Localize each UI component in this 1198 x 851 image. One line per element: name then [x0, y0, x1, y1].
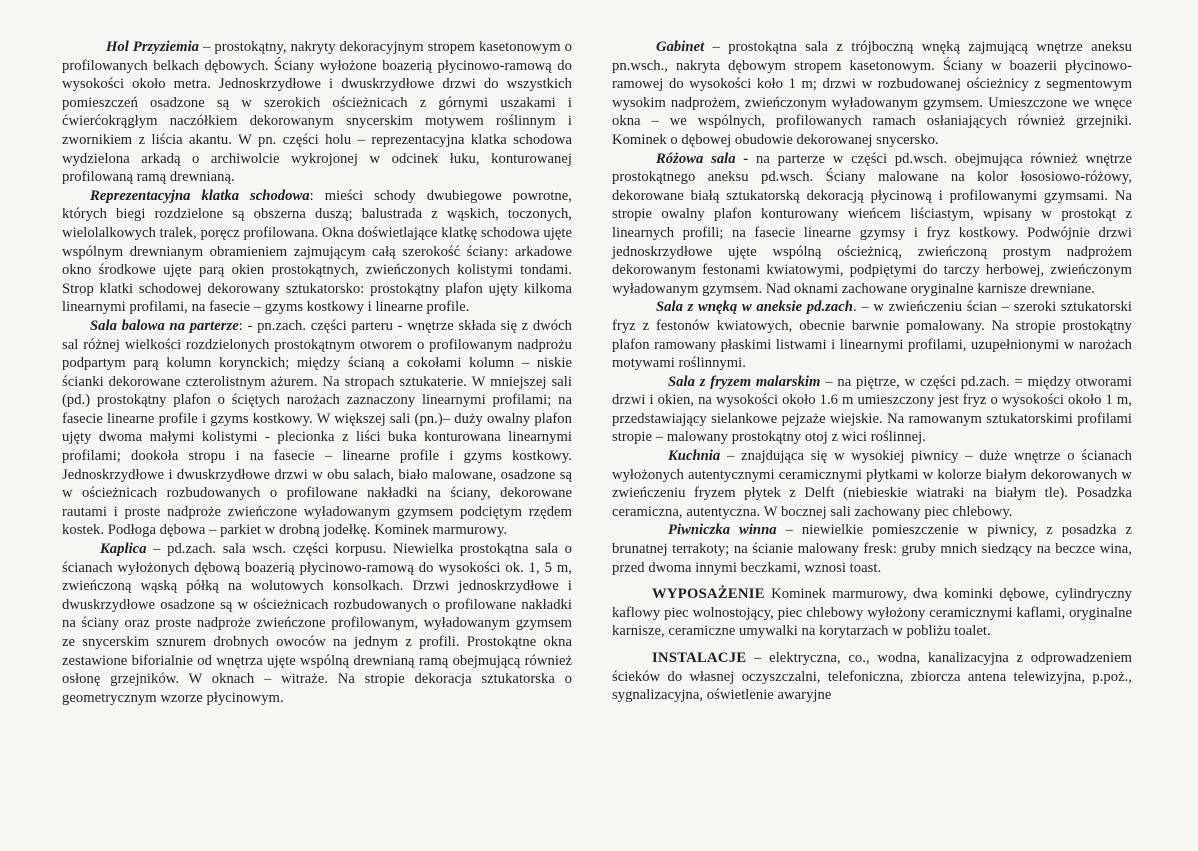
heading-sala-fryz: Sala z fryzem malarskim — [668, 373, 821, 390]
paragraph-kuchnia — [612, 447, 1132, 521]
heading-kaplica: Kaplica — [100, 541, 147, 558]
paragraph-sala-fryz — [612, 373, 1132, 447]
heading-wyposazenie: WYPOSAŻENIE — [652, 586, 765, 603]
paragraph-wyposazenie — [612, 585, 1132, 641]
heading-instalacje: INSTALACJE — [652, 650, 747, 666]
paragraph-gabinet — [612, 38, 1132, 150]
text-sala-fryz: – na piętrze, w części pd.zach. = między otworami drzwi i okien, na wysokości około 1.6 m umieszczony jest fryz o wysokości około 1 m, przedstawiający sielankowe pejzaże wiejskie. Na ramowanym sztukatorskimi profilami stropie – malowany prostokątny otoj z wici roślinnej. — [612, 373, 1132, 446]
heading-piwniczka: Piwniczka winna — [668, 522, 777, 539]
text-gabinet: – prostokątna sala z trójboczną wnęką zajmującą wnętrze aneksu pn.wsch., nakryta dębowym stropem kasetonowym. Ściany w boazerii płycinowo-ramowej do wysokości koło 1 m; drzwi w rozbudowanej ościeżnicy z segmentowym wysokim nadprożem, zwieńczonym wyładowanym gzymsem. Umieszczone we wnęce okna – we wspólnych, profilowanych ramach osłaniających również grzejniki. Kominek o dębowej obudowie dekorowanej snycersko. — [612, 39, 1132, 148]
text-instalacje: – elektryczna, co., wodna, kanalizacyjna z odprowadzeniem ścieków do własnej oczyszczalni, telefoniczna, zbiorcza antena telewizyjna, p.poż., sygnalizacyjna, oświetlenie awaryjne — [612, 650, 1132, 704]
text-sala-balowa: : - pn.zach. części parteru - wnętrze składa się z dwóch sal różnej wielkości rozdzielonych prostokątnym otworem o profilowanym nadprożu podpartym parą kolumn korynckich; między ścianą a cokołami kolumn – niskie ścianki dekorowane czterolistnym ażurem. Na stropach sztukaterie. W mniejszej sali (pd.) prostokątny plafon o ściętych narożach zaznaczony linearnymi profilami; na fasecie linearne profile i gzyms kostkowy. W większej sali (pn.)– duży owalny plafon ujęty dwoma małymi kolistymi - plecionka z liści buka konturowana linearnymi profilami; dookoła stropu i na fasecie – linearne profile i gzyms kostkowy. Jednoskrzydłowe i dwuskrzydłowe drzwi w obu salach, biało malowane, osadzone są w ościeżnicach rozbudowanych o profilowane nakładki na ściany, dekorowane rautami i proste nadproże zwieńczone wyładowanym gzymsem podciętym rzędem kostek. Podłoga dębowa – parkiet w drobną jodełkę. Kominek marmurowy. — [62, 317, 572, 539]
right-column — [612, 38, 1132, 705]
paragraph-piwniczka — [612, 521, 1132, 577]
text-kaplica: – pd.zach. sala wsch. części korpusu. Niewielka prostokątna sala o ścianach wyłożonych dębową boazerią płycinowo-ramową do wysokości ok. 1, 5 m, zwieńczoną wąską półką na wolutowych konsolkach. Drzwi jednoskrzydłowe i dwuskrzydłowe osadzone są w ościeżnicach rozbudowanych o profilowane nakładki na ściany oraz proste nadproże zwieńczone profilowanym, wyładowanym gzymsem ze snycerskim sznurem drobnych owoców na jednym z profili. Prostokątne okna zestawione biforialnie od wnętrza ujęte wspólną drewnianą ramą obejmującą również osłonę grzejników. W oknach – witraże. Na stropie dekoracja sztukatorska o geometrycznym wzorze płycinowym. — [62, 541, 572, 706]
text-klatka-schodowa: : mieści schody dwubiegowe powrotne, których biegi rozdzielone są obszerna duszą; balustrada z wąskich, toczonych, wielolalkowych tralek, poręcz profilowana. Okna doświetlające klatkę schodowa ujęte wspólnym drewnianym obramieniem zajmującym całą szerokość ściany: arkadowe okno środkowe ujęte parą okien prostokątnych, zwieńczonych kolistymi tondami. Strop klatki schodowej dekorowany sztukatorsko: prostokątny plafon ujęty kilkoma linearnymi profilami, na fasecie – gzyms kostkowy i linearne profile. — [62, 187, 572, 316]
text-sala-wneka: . – w zwieńczeniu ścian – szeroki sztukatorski fryz z festonów kwiatowych, obecnie barwnie pomalowany. Na stropie prostokątny plafon ramowany płaskimi listwami i linearnymi profilami, uzupełnionymi w narożach motywami roślinnymi. — [612, 299, 1132, 372]
paragraph-klatka-schodowa — [62, 187, 572, 317]
paragraph-rozowa-sala — [612, 150, 1132, 299]
heading-sala-wneka: Sala z wnęką w aneksie pd.zach — [656, 299, 853, 316]
text-wyposazenie: Kominek marmurowy, dwa kominki dębowe, cylindryczny kaflowy piec wolnostojący, piec chlebowy wyłożony ceramicznymi kaflami, oryginalne karnisze, ceramiczne umywalki na korytarzach w pobliżu toalet. — [612, 586, 1132, 640]
paragraph-instalacje — [612, 649, 1132, 705]
heading-hol-przyziemia: Hol Przyziemia — [106, 39, 200, 55]
paragraph-sala-wneka — [612, 298, 1132, 372]
left-column — [62, 38, 572, 707]
paragraph-sala-balowa — [62, 317, 572, 540]
text-piwniczka: – niewielkie pomieszczenie w piwnicy, z posadzka z brunatnej terrakoty; na ścianie malowany fresk: gruby mnich siedzący na beczce wina, przed dwoma innymi beczkami, wznosi toast. — [612, 522, 1132, 576]
text-kuchnia: – znajdująca się w wysokiej piwnicy – duże wnętrze o ścianach wyłożonych autentycznymi ceramicznymi płytkami w kolorze białym dekorowanych w zwieńczeniu fryzem płytek z Delft (niebieskie wiatraki na białym tle). Posadzka ceramiczna, autentyczna. W bocznej sali zachowany piec chlebowy. — [612, 448, 1132, 520]
text-rozowa-sala: na parterze w części pd.wsch. obejmująca również wnętrze prostokątnego aneksu pd.wsch. Ściany malowane na kolor łososiowo-różowy, dekorowane białą sztukatorską dekoracją płycinową i profilowanymi gzymsami. Na stropie owalny plafon konturowany wieńcem liściastym, wpisany w prostokąt z linearnych profili; na fasecie linearne gzymsy i fryz kostkowy. Podwójnie drzwi jednoskrzydłowe ujęte wspólną ościeżnicą, zwieńczoną prostym nadprożem dekorowanym festonami kwiatowymi, podpiętymi do tarczy herbowej, zwieńczonym wyładowanym gzymsem. Nad oknami zachowane oryginalne karnisze drewniane. — [612, 150, 1132, 297]
text-hol-przyziemia: – prostokątny, nakryty dekoracyjnym stropem kasetonowym o profilowanych belkach dębowych. Ściany wyłożone boazerią płycinowo-ramową do wysokości około metra. Jednoskrzydłowe i dwuskrzydłowe drzwi do wszystkich pomieszczeń osadzone są w szerokich ościeżnicach z górnymi uszakami i ćwierćokrągłym naczółkiem dekorowanym snycerskim motywem roślinnym i zwornikiem z liścia akantu. W pn. części holu – reprezentacyjna klatka schodowa wydzielona arkadą o archiwolcie wykrojonej w odcinek łuku, konturowanej profilowaną ramą drewnianą. — [62, 39, 572, 186]
heading-kuchnia: Kuchnia — [668, 448, 721, 465]
paragraph-hol-przyziemia — [62, 38, 572, 187]
heading-sala-balowa: Sala balowa na parterze — [90, 317, 239, 334]
heading-gabinet: Gabinet — [656, 39, 705, 55]
heading-rozowa-sala: Różowa sala - — [656, 150, 749, 167]
heading-klatka-schodowa: Reprezentacyjna klatka schodowa — [90, 187, 310, 204]
paragraph-kaplica — [62, 540, 572, 707]
